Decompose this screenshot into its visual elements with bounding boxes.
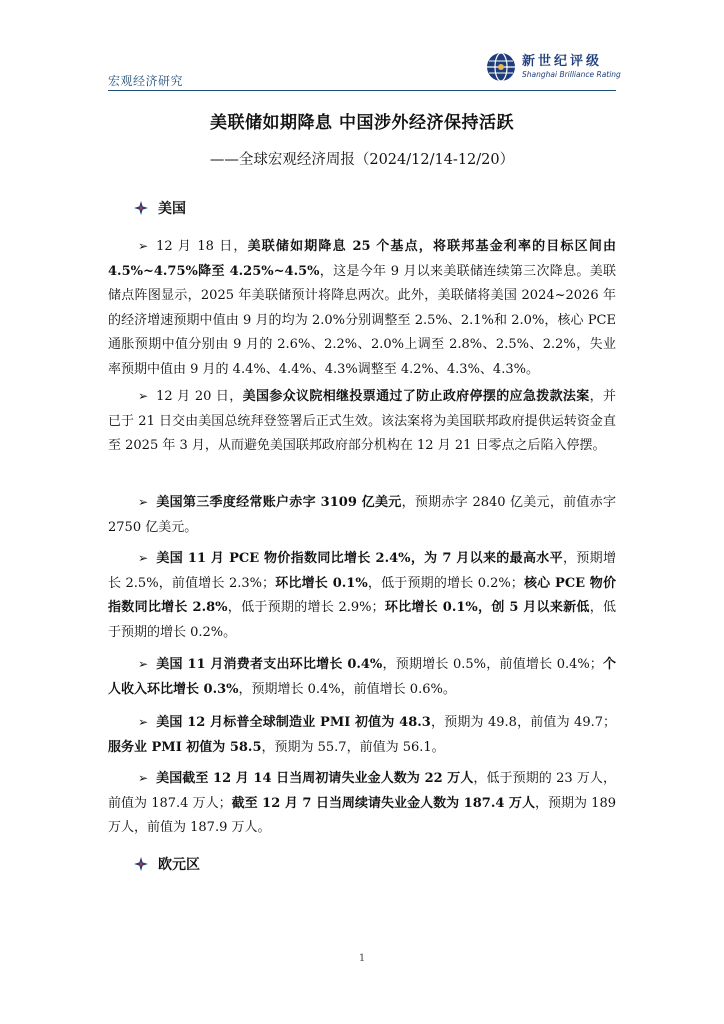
body-text: ，预期增长 0.4%，前值增长 0.6%。: [238, 681, 456, 697]
bullet-arrow-icon: ➢: [138, 715, 149, 729]
bold-text: 美国 12 月标普全球制造业 PMI 初值为 48.3: [156, 715, 431, 730]
body-text: ，这是今年 9 月以来美联储连续第三次降息。美联储点阵图显示，2025 年美联储预计将降息两次。此外，美联储将美国 2024~2026 年的经济增速预期中值由 9 月的均为 2.0%分别调整至 2.5%、2.1%和 2.0%，核心 PCE 通胀预期中值分别由 9 月的 2.6%、2.2%、2.0%上调至 2.8%、2.5%、2.2%，失业率预期中值由 9 月的 4.4%、4.4%、4.3%调整至 4.2%、4.3%、4.3%。: [108, 263, 616, 377]
bullet-arrow-icon: ➢: [138, 657, 149, 671]
diamond-star-icon: [134, 201, 148, 215]
body-text: ，低于预期的增长 0.2%。: [108, 600, 616, 640]
logo-chinese-name: 新世纪评级: [522, 54, 603, 70]
bold-text: 环比增长 0.1%: [275, 575, 368, 591]
bold-text: 美国 11 月 PCE 物价指数同比增长 2.4%，为 7 月以来的最高水平: [156, 551, 563, 566]
body-text: ，预期为 189 万人，前值为 187.9 万人。: [108, 795, 616, 835]
body-text: ，并已于 21 日交由美国总统拜登签署后正式生效。该法案将为美国联邦政府提供运转资金直至 2025 年 3 月，从而避免美国联邦政府部分机构在 12 月 21 日零点之后陷入停摆。: [108, 389, 616, 453]
body-text: ，预期为 49.8，前值为 49.7；: [430, 715, 616, 730]
paragraph: [108, 710, 616, 760]
body-text: 12 月 18 日，: [156, 239, 248, 254]
body-text: ，预期增长 0.5%，前值增长 0.4%；: [382, 657, 603, 672]
diamond-star-icon: [134, 857, 148, 871]
body-text: ，低于预期的增长 2.9%；: [227, 600, 385, 615]
bold-text: 美国截至 12 月 14 日当周初请失业金人数为 22 万人: [156, 771, 474, 786]
section-title: 欧元区: [158, 857, 200, 873]
logo-english-name: Shanghai Brilliance Rating: [522, 70, 621, 80]
bold-text: 环比增长 0.1%，创 5 月以来新低: [384, 600, 590, 615]
section-heading-us: [134, 198, 186, 218]
bullet-arrow-icon: ➢: [138, 771, 149, 785]
paragraph: [108, 234, 616, 382]
body-text: ，低于预期的 23 万人，前值为 187.4 万人；: [108, 771, 616, 811]
paragraph: [108, 384, 616, 459]
section-title: 美国: [158, 201, 186, 217]
company-logo: [486, 52, 621, 82]
paragraph: [108, 652, 616, 702]
bold-text: 美联储如期降息 25 个基点，将联邦基金利率的目标区间由 4.5%~4.75%降至 4.25%~4.5%: [108, 239, 616, 279]
bullet-arrow-icon: ➢: [138, 495, 149, 509]
bold-text: 美国第三季度经常账户赤字 3109 亿美元: [156, 495, 402, 510]
bullet-arrow-icon: ➢: [138, 239, 149, 253]
body-text: ，预期增长 2.5%，前值增长 2.3%；: [108, 551, 616, 591]
paragraph: [108, 766, 616, 841]
bold-text: 截至 12 月 7 日当周续请失业金人数为 187.4 万人: [231, 795, 535, 811]
header-section-label: 宏观经济研究: [108, 74, 184, 88]
body-text: 12 月 20 日，: [156, 389, 243, 404]
body-text: ，低于预期的增长 0.2%；: [367, 575, 524, 591]
bullet-arrow-icon: ➢: [138, 389, 149, 403]
report-subtitle: ——全球宏观经济周报（2024/12/14-12/20）: [209, 152, 515, 168]
globe-logo-icon: [486, 52, 516, 82]
report-title: 美联储如期降息 中国涉外经济保持活跃: [210, 113, 514, 133]
bullet-arrow-icon: ➢: [138, 551, 149, 565]
header-divider: [108, 90, 616, 91]
paragraph: [108, 546, 616, 645]
bold-text: 美国参众议院相继投票通过了防止政府停摆的应急拨款法案: [242, 389, 590, 404]
body-text: ，预期赤字 2840 亿美元，前值赤字 2750 亿美元。: [108, 495, 616, 535]
body-text: ，预期为 55.7，前值为 56.1。: [261, 739, 445, 755]
bold-text: 服务业 PMI 初值为 58.5: [108, 739, 262, 755]
page-number: 1: [358, 953, 366, 964]
bold-text: 核心 PCE 物价指数同比增长 2.8%: [108, 575, 616, 615]
section-heading-eu: [134, 854, 200, 874]
bold-text: 美国 11 月消费者支出环比增长 0.4%: [156, 657, 383, 672]
bold-text: 个人收入环比增长 0.3%: [108, 657, 616, 697]
paragraph: [108, 490, 616, 540]
